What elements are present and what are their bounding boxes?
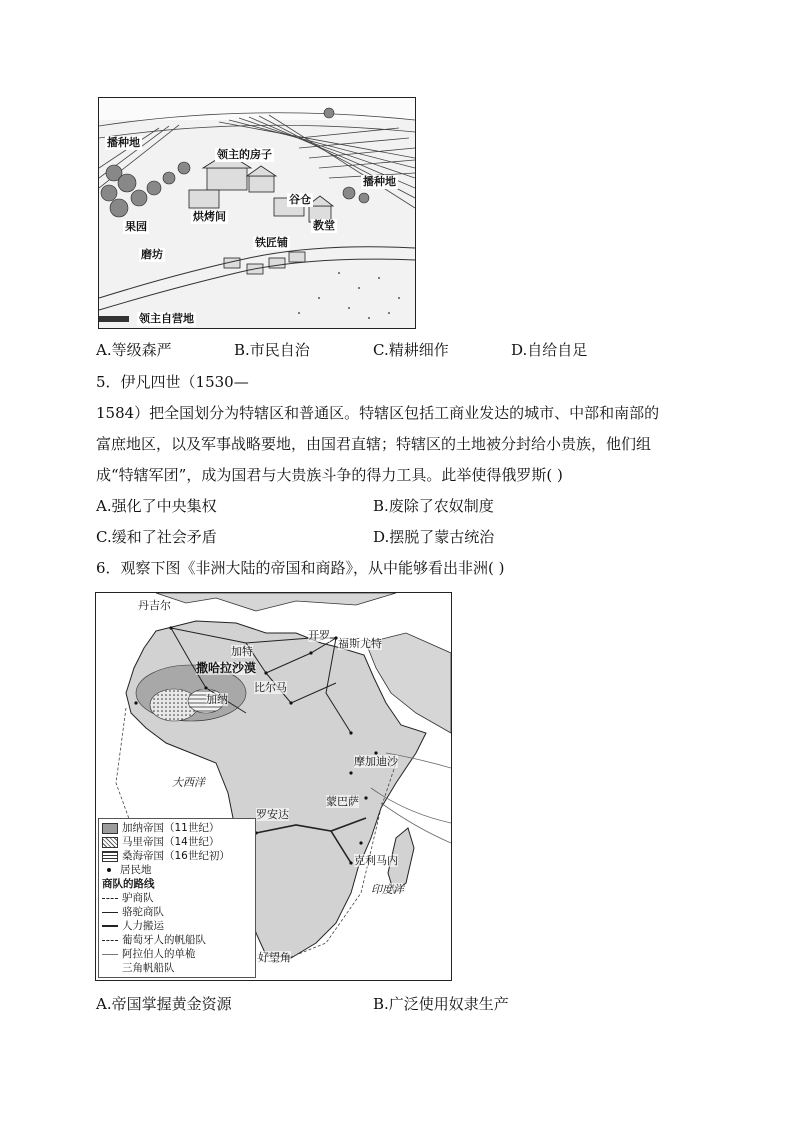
- label-orchard: 果园: [125, 220, 147, 233]
- map-legend: [98, 818, 256, 978]
- map-label-sahara: 撒哈拉沙漠: [196, 661, 257, 675]
- legend-portuguese: 葡萄牙人的帆船队: [122, 934, 206, 946]
- q4-option-c[interactable]: C.精耕细作: [373, 341, 449, 359]
- legend-arab-1: 阿拉伯人的单桅: [122, 948, 196, 960]
- label-lord-house: 领主的房子: [217, 148, 272, 161]
- map-label-cairo: 开罗: [308, 629, 330, 642]
- label-granary: 谷仓: [289, 193, 311, 206]
- portuguese-line-icon: [102, 940, 118, 941]
- map-label-atlantic: 大西洋: [172, 776, 205, 789]
- map-label-indian-ocean: 印度洋: [371, 883, 404, 896]
- legend-mali: 马里帝国（14世纪）: [122, 836, 220, 848]
- q6-option-b[interactable]: B.广泛使用奴隶生产: [373, 995, 509, 1013]
- q5-stem-line-4: 成“特辖军团”，成为国君与大贵族斗争的得力工具。此举使得俄罗斯( ): [96, 466, 563, 484]
- ghana-swatch-icon: [102, 823, 118, 834]
- map-label-mombasa: 蒙巴萨: [326, 795, 359, 808]
- legend-ghana: 加纳帝国（11世纪）: [122, 822, 220, 834]
- label-sowing-field-right: 播种地: [363, 175, 396, 188]
- manor-illustration: [98, 97, 416, 329]
- legend-songhai: 桑海帝国（16世纪初）: [122, 850, 230, 862]
- label-sowing-field-left: 播种地: [107, 136, 140, 149]
- label-oven: 烘烤间: [193, 210, 226, 223]
- manor-drawing: [99, 98, 415, 328]
- q4-option-d[interactable]: D.自给自足: [511, 341, 588, 359]
- camel-line-icon: [102, 912, 118, 913]
- legend-routes-title: 商队的路线: [102, 878, 155, 890]
- q5-option-c[interactable]: C.缓和了社会矛盾: [96, 528, 217, 546]
- label-church: 教堂: [313, 219, 335, 232]
- q4-option-b[interactable]: B.市民自治: [234, 341, 310, 359]
- legend-settlement: 居民地: [120, 864, 152, 876]
- legend-porter: 人力搬运: [122, 920, 164, 932]
- map-label-luanda: 罗安达: [256, 808, 289, 821]
- legend-arab-2: 三角帆船队: [122, 962, 175, 974]
- map-label-ghana: 加纳: [206, 693, 228, 706]
- q5-option-d[interactable]: D.摆脱了蒙古统治: [373, 528, 495, 546]
- q5-option-a[interactable]: A.强化了中央集权: [96, 497, 217, 515]
- q4-option-a[interactable]: A.等级森严: [96, 341, 172, 359]
- songhai-swatch-icon: [102, 851, 118, 862]
- q6-option-a[interactable]: A.帝国掌握黄金资源: [96, 995, 232, 1013]
- q5-option-b[interactable]: B.废除了农奴制度: [373, 497, 494, 515]
- label-demesne: 领主自营地: [139, 312, 194, 325]
- settlement-dot-icon: [107, 868, 111, 872]
- map-label-tangier: 丹吉尔: [138, 599, 171, 612]
- legend-camel: 骆驼商队: [122, 906, 164, 918]
- map-label-kawar: 加特: [231, 645, 253, 658]
- label-mill: 磨坊: [141, 248, 163, 261]
- q5-stem-line-3: 富庶地区，以及军事战略要地，由国君直辖；特辖区的土地被分封给小贵族，他们组: [96, 435, 652, 453]
- map-label-fustat: 福斯尤特: [338, 637, 382, 650]
- arab-line-icon: [102, 954, 118, 955]
- map-label-cape: 好望角: [258, 951, 291, 964]
- legend-donkey: 驴商队: [122, 892, 154, 904]
- porter-line-icon: [102, 925, 118, 927]
- mali-swatch-icon: [102, 837, 118, 848]
- q6-stem: 6．观察下图《非洲大陆的帝国和商路》，从中能够看出非洲( ): [96, 559, 505, 577]
- map-label-mogadishu: 摩加迪沙: [354, 755, 398, 768]
- label-smithy: 铁匠铺: [255, 236, 288, 249]
- q5-stem-line-2: 1584）把全国划分为特辖区和普通区。特辖区包括工商业发达的城市、中部和南部的: [96, 404, 660, 422]
- q5-stem-line-1: 5．伊凡四世（1530—: [96, 373, 249, 391]
- map-label-bilma: 比尔马: [254, 681, 287, 694]
- donkey-line-icon: [102, 898, 118, 899]
- map-label-kilwa: 克利马内: [354, 854, 398, 867]
- africa-map: [95, 592, 452, 981]
